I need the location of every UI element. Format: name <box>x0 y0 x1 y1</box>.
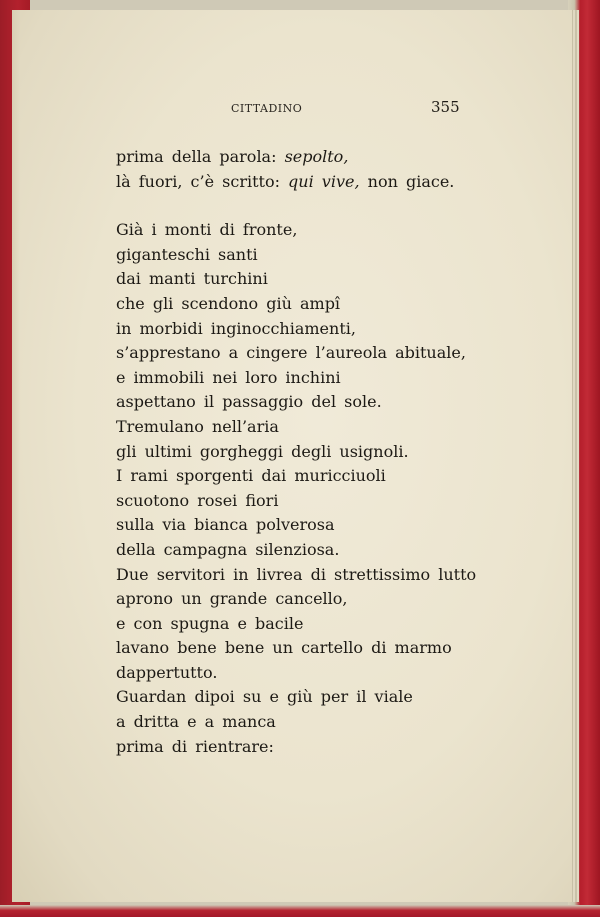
poem-line: e immobili nei loro inchini <box>116 367 341 387</box>
poem-line: e con spugna e bacile <box>116 613 304 633</box>
poem-line <box>116 145 556 170</box>
line-text: là fuori, c’è scritto: <box>116 171 289 191</box>
page-header <box>0 98 600 118</box>
poem-line: s’apprestano a cingere l’aureola abituale, <box>116 343 466 363</box>
poem-line: Già i monti di fronte, <box>116 220 298 240</box>
book-cover-edge <box>568 0 600 917</box>
poem-line: dai manti turchini <box>116 269 268 289</box>
italic-text: qui vive, <box>288 171 360 191</box>
poem-line: lavano bene bene un cartello di marmo <box>116 638 452 658</box>
poem-line: aprono un grande cancello, <box>116 589 348 609</box>
page-number: 355 <box>431 98 460 116</box>
poem-line: giganteschi santi <box>116 244 258 264</box>
poem-line: scuotono rosei fiori <box>116 490 279 510</box>
book-cover-bottom-edge <box>0 905 600 917</box>
poem-line: Due servitori in livrea di strettissimo lutto <box>116 564 477 584</box>
line-text: prima della parola: <box>116 147 285 166</box>
poem-line: prima di rientrare: <box>116 736 274 756</box>
poem-line: dappertutto. <box>116 662 218 682</box>
poem-line: sulla via bianca polverosa <box>116 515 335 535</box>
running-title: CITTADINO <box>231 102 303 115</box>
poem-line: Tremulano nell’aria <box>116 416 279 436</box>
poem-line: Guardan dipoi su e giù per il viale <box>116 687 413 707</box>
poem-line: aspettano il passaggio del sole. <box>116 392 382 412</box>
line-text: non giace. <box>359 171 455 191</box>
poem-line: gli ultimi gorgheggi degli usignoli. <box>116 441 409 461</box>
poem-line: della campagna silenziosa. <box>116 539 340 559</box>
poem-line: in morbidi inginocchiamenti, <box>116 318 356 338</box>
poem-text <box>116 145 556 759</box>
italic-text: sepolto, <box>284 147 349 166</box>
poem-line <box>116 170 556 195</box>
poem-line: a dritta e a manca <box>116 712 276 732</box>
stanza-break <box>116 194 556 218</box>
poem-line: I rami sporgenti dai muricciuoli <box>116 466 386 486</box>
page-gutter <box>12 10 20 902</box>
poem-line: che gli scendono giù ampî <box>116 293 341 313</box>
